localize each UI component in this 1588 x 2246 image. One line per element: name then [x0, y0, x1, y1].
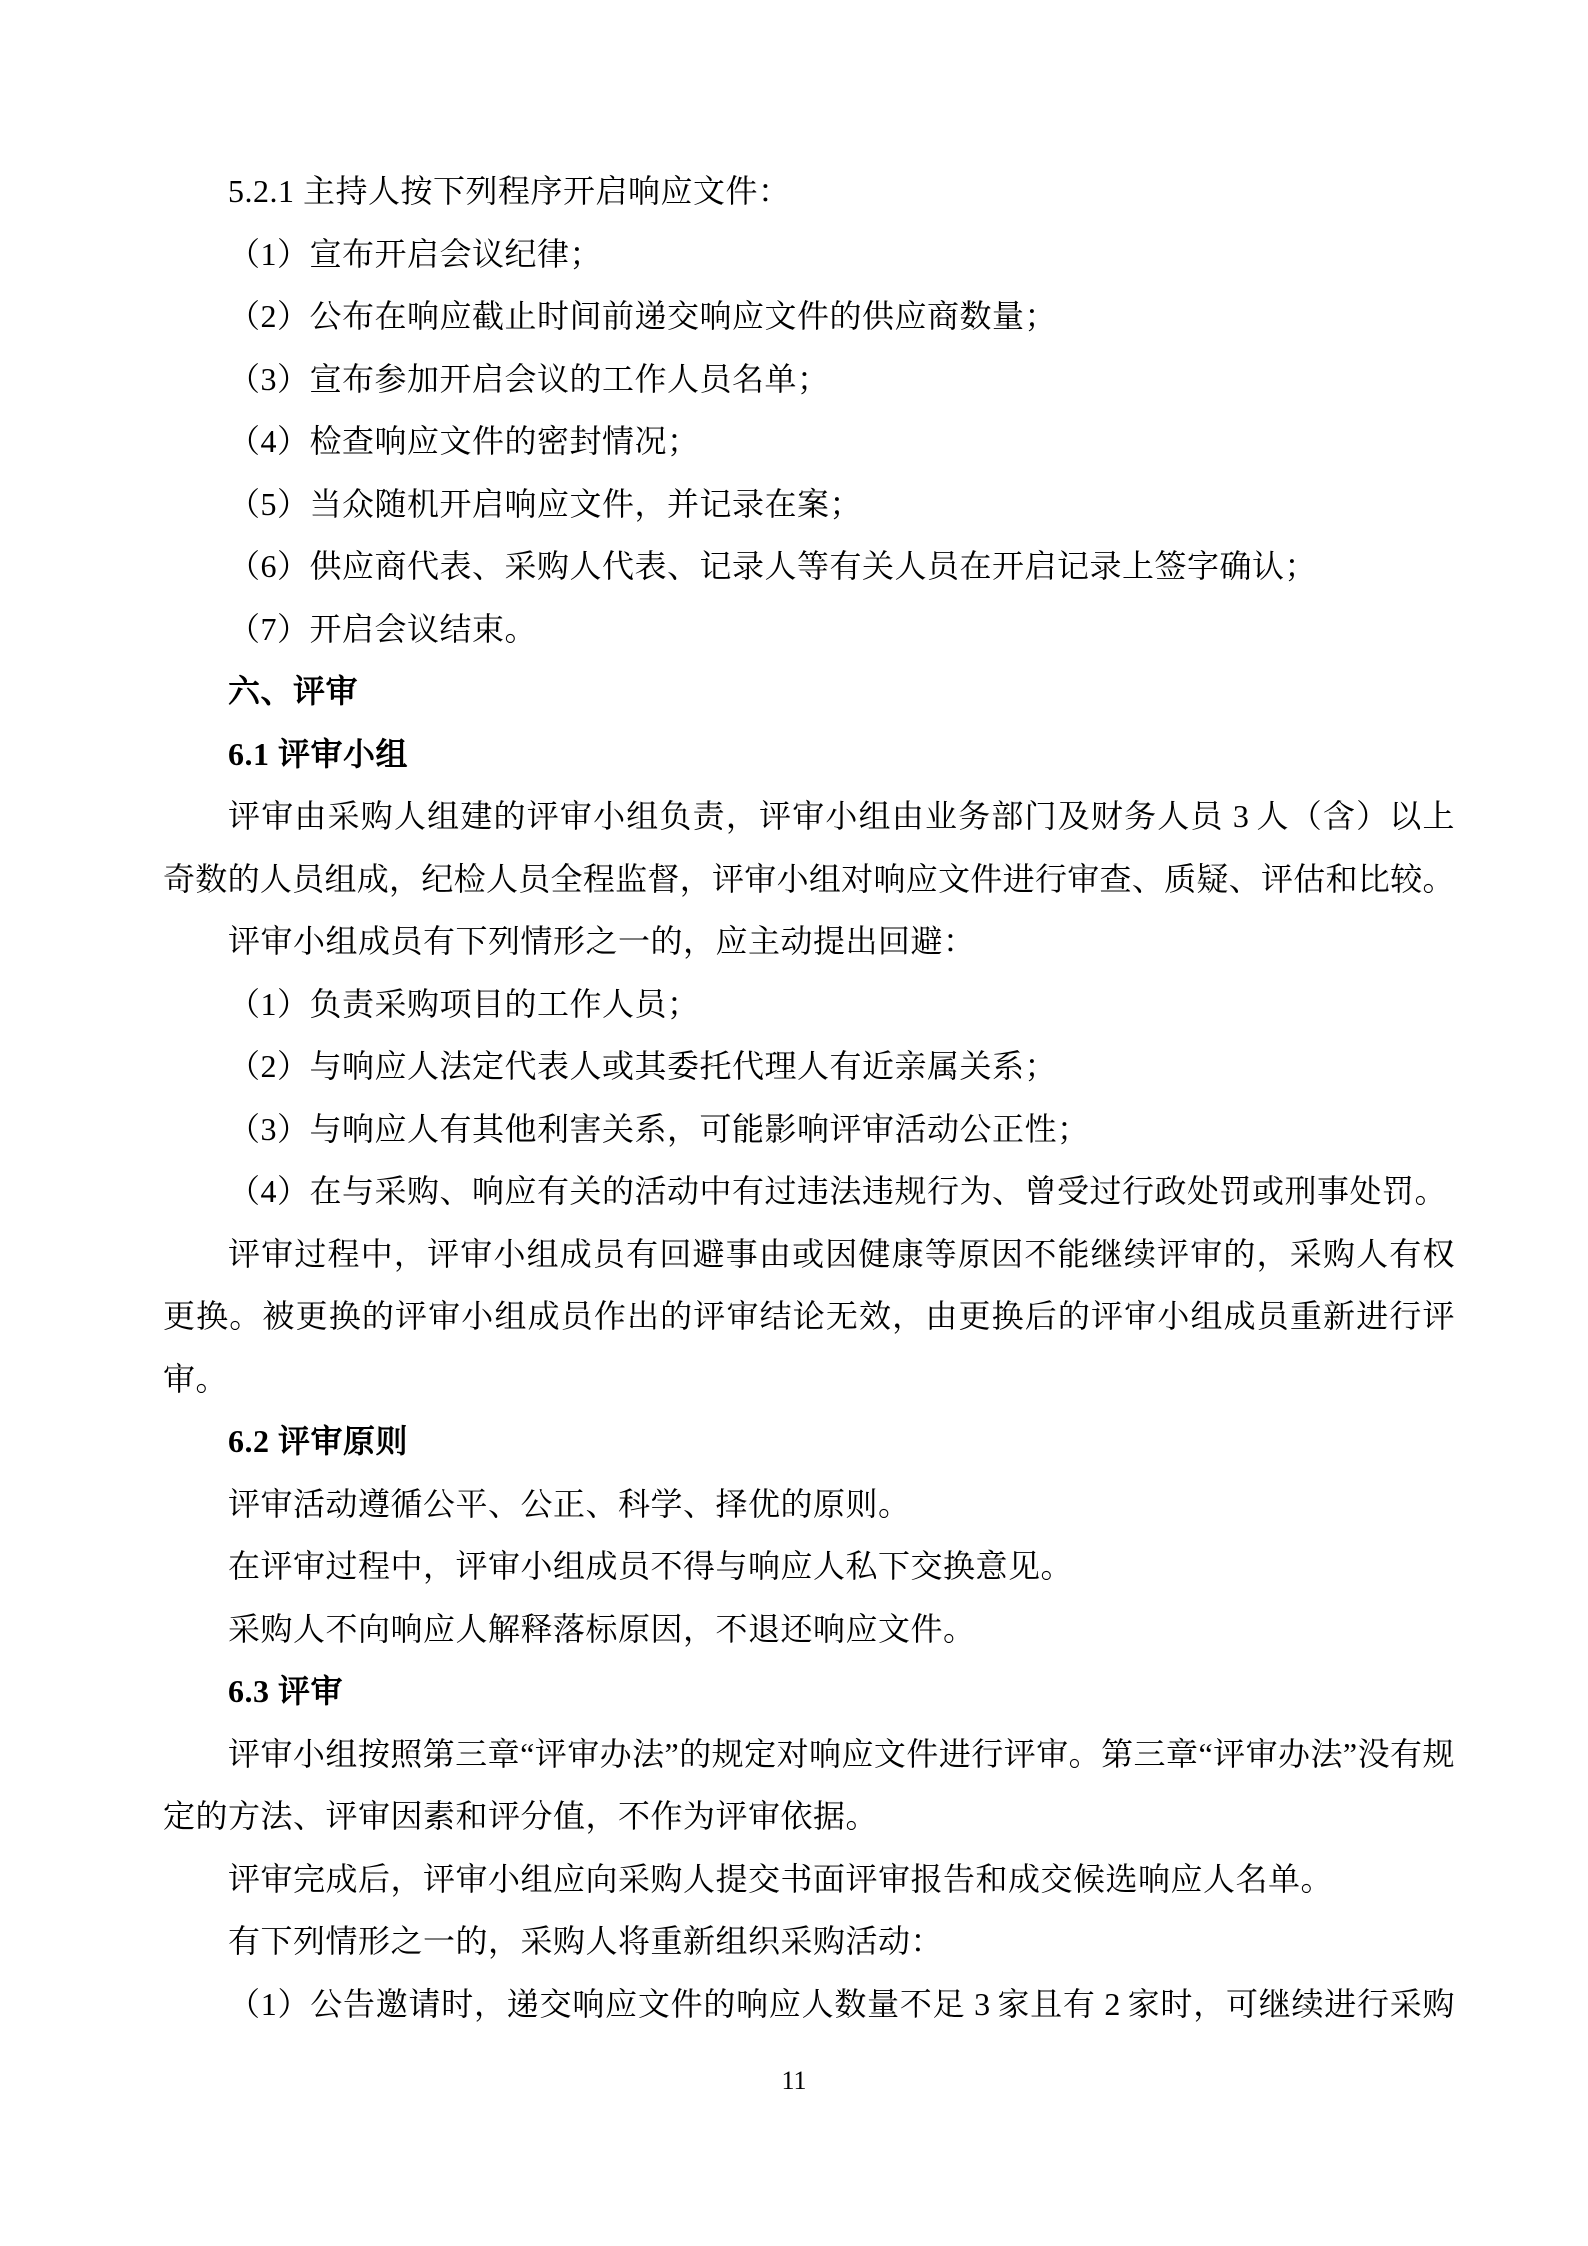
doc-line: （1）公告邀请时，递交响应文件的响应人数量不足 3 家且有 2 家时，可继续进行采购 [228, 1985, 1453, 2022]
doc-line: （3）宣布参加开启会议的工作人员名单； [228, 360, 830, 397]
doc-line: 5.2.1 主持人按下列程序开启响应文件： [228, 173, 791, 209]
doc-line: 评审由采购人组建的评审小组负责，评审小组由业务部门及财务人员 3 人（含）以上 [228, 798, 1453, 834]
doc-line: 奇数的人员组成，纪检人员全程监督，评审小组对响应文件进行审查、质疑、评估和比较。 [163, 860, 1453, 897]
doc-line: （1）宣布开启会议纪律； [228, 235, 603, 272]
heading-6-1: 6.1 评审小组 [228, 735, 409, 772]
doc-line: 采购人不向响应人解释落标原因，不退还响应文件。 [228, 1610, 976, 1647]
doc-line: （4）检查响应文件的密封情况； [228, 423, 700, 459]
heading-6-2: 6.2 评审原则 [228, 1423, 409, 1459]
heading-section-six: 六、评审 [228, 673, 359, 709]
doc-line: （7）开启会议结束。 [228, 610, 538, 647]
doc-line: 有下列情形之一的，采购人将重新组织采购活动： [228, 1923, 944, 1959]
doc-line: 定的方法、评审因素和评分值，不作为评审依据。 [163, 1798, 879, 1834]
doc-line: 更换。被更换的评审小组成员作出的评审结论无效，由更换后的评审小组成员重新进行评 [163, 1298, 1453, 1334]
doc-line: （2）与响应人法定代表人或其委托代理人有近亲属关系； [228, 1048, 1058, 1084]
page-body [163, 160, 1453, 2035]
doc-line: （5）当众随机开启响应文件，并记录在案； [228, 485, 863, 522]
doc-line: （2）公布在响应截止时间前递交响应文件的供应商数量； [228, 298, 1058, 334]
page-number: 11 [781, 2066, 807, 2095]
heading-6-3: 6.3 评审 [228, 1673, 344, 1709]
doc-line: 评审完成后，评审小组应向采购人提交书面评审报告和成交候选响应人名单。 [228, 1860, 1334, 1897]
doc-line: 评审活动遵循公平、公正、科学、择优的原则。 [228, 1485, 911, 1522]
doc-line: 评审小组成员有下列情形之一的，应主动提出回避： [228, 923, 976, 959]
doc-line: （1）负责采购项目的工作人员； [228, 985, 700, 1022]
doc-line: 审。 [163, 1360, 229, 1397]
doc-line: （6）供应商代表、采购人代表、记录人等有关人员在开启记录上签字确认； [228, 548, 1318, 584]
doc-line: 在评审过程中，评审小组成员不得与响应人私下交换意见。 [228, 1548, 1074, 1584]
doc-line: 评审小组按照第三章“评审办法”的规定对响应文件进行评审。第三章“评审办法”没有规 [228, 1735, 1453, 1772]
doc-line: （4）在与采购、响应有关的活动中有过违法违规行为、曾受过行政处罚或刑事处罚。 [228, 1173, 1448, 1209]
doc-line: 评审过程中，评审小组成员有回避事由或因健康等原因不能继续评审的，采购人有权 [228, 1235, 1453, 1272]
doc-line: （3）与响应人有其他利害关系，可能影响评审活动公正性； [228, 1110, 1090, 1147]
